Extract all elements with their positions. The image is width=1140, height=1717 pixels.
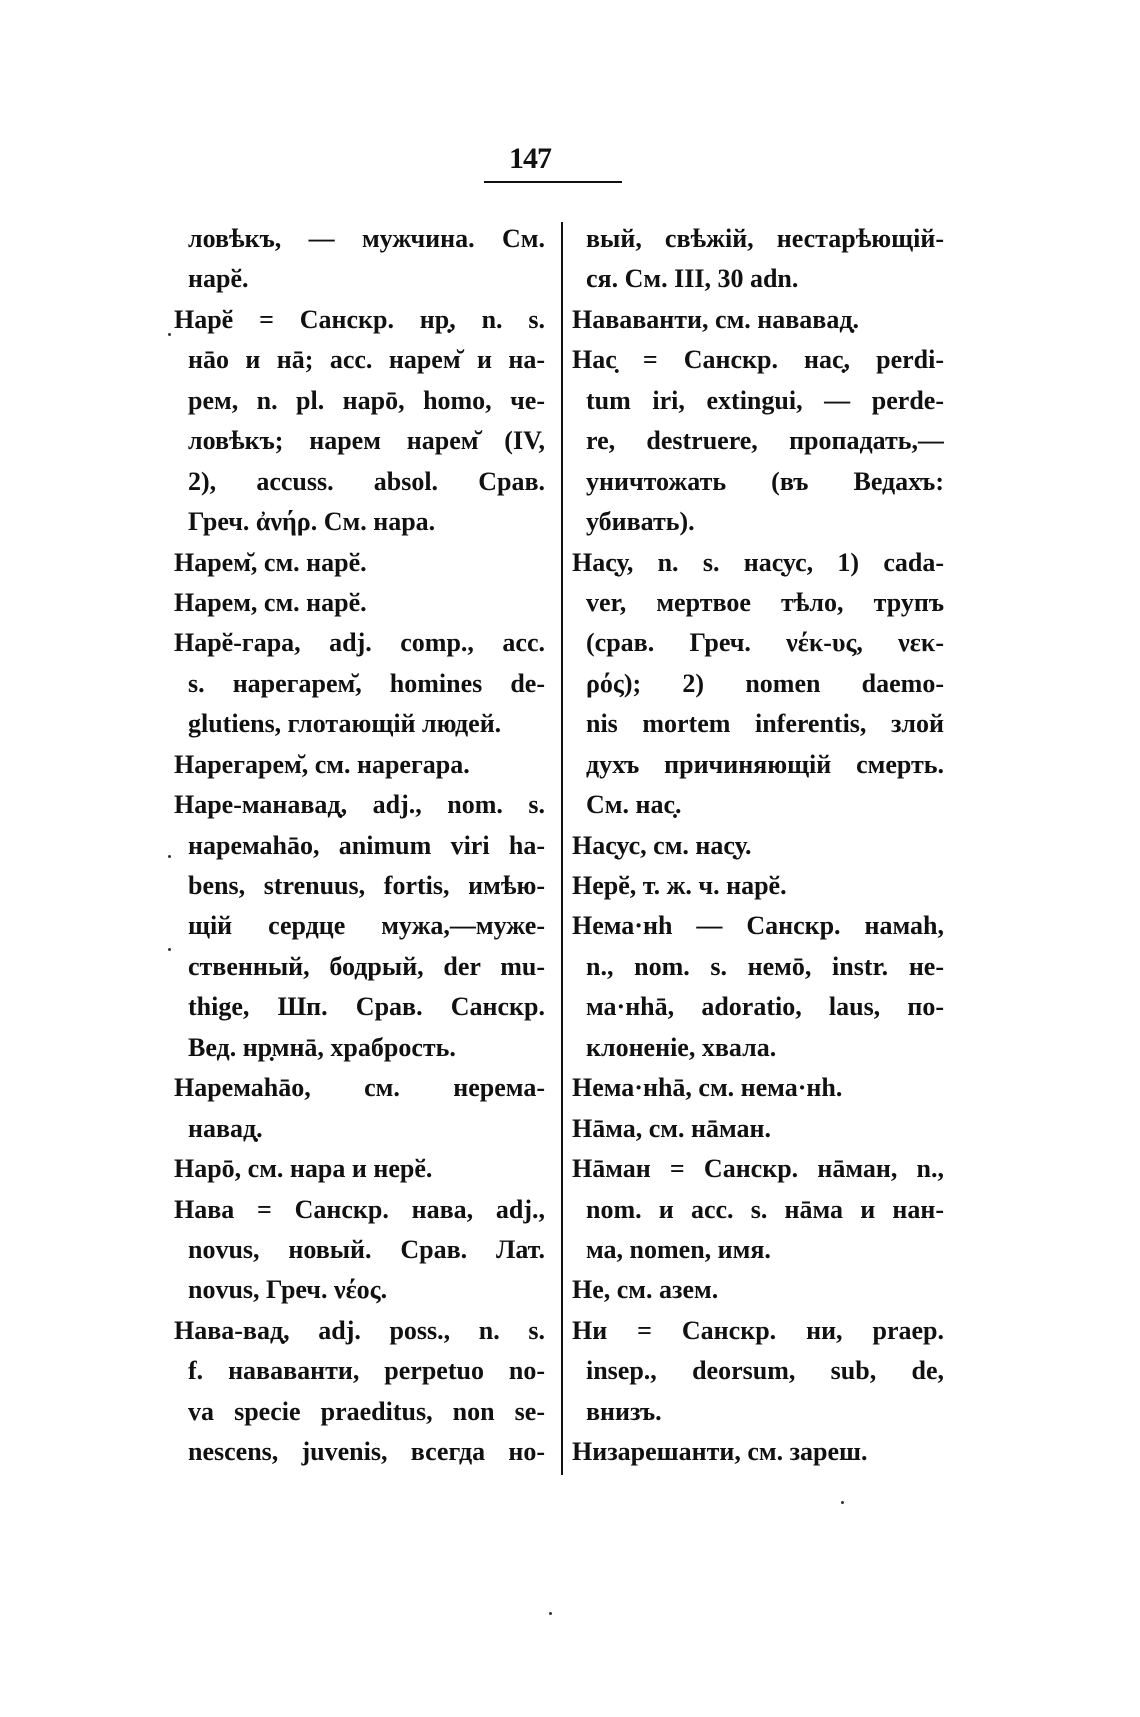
text-line: Вед. нр̣мнā, храбрость. bbox=[188, 1032, 456, 1062]
text-line: клоненіе, хвала. bbox=[586, 1032, 777, 1062]
text-line: рем, n. pl. нарō, homo, че- bbox=[188, 385, 545, 415]
text-line: va specie praeditus, non se- bbox=[188, 1396, 545, 1426]
text-line: См. нас̣. bbox=[586, 790, 682, 820]
text-line: ма·нhā, adoratio, laus, по- bbox=[586, 992, 944, 1022]
text-line: Низарешанти, см. зареш. bbox=[572, 1437, 868, 1467]
text-line: nis mortem inferentis, злой bbox=[586, 709, 944, 739]
print-speck bbox=[549, 1612, 552, 1615]
text-line: insep., deorsum, sub, de, bbox=[586, 1356, 944, 1386]
text-line: Не, см. азем. bbox=[572, 1275, 719, 1305]
text-line: ся. См. III, 30 adn. bbox=[586, 264, 799, 294]
print-speck bbox=[168, 855, 171, 858]
text-line: уничтожать (въ Ведахъ: bbox=[586, 466, 944, 496]
text-line: ver, мертвое тѣло, трупъ bbox=[586, 587, 944, 617]
right-column bbox=[572, 219, 944, 1473]
text-line: nom. и acc. s. нāма и нан- bbox=[586, 1194, 944, 1224]
text-line: ловѣкъ; нарем нарем̆ (IV, bbox=[188, 426, 545, 456]
text-line: Нарӗ = Санскр. нр̣, n. s. bbox=[174, 304, 545, 334]
text-line: ственный, бодрый, der mu- bbox=[188, 951, 545, 981]
text-line: s. нарегарем̆, homines de- bbox=[188, 668, 545, 698]
text-line: ма, nomen, имя. bbox=[586, 1234, 771, 1264]
text-line: ловѣкъ, — мужчина. См. bbox=[188, 224, 545, 253]
text-line: Греч. ἀνήρ. См. нара. bbox=[188, 507, 436, 537]
text-line: Нарем, см. нарӗ. bbox=[174, 587, 367, 617]
print-speck bbox=[841, 1501, 844, 1504]
text-line: glutiens, глотающій людей. bbox=[188, 709, 502, 739]
text-line: ρός); 2) nomen daemo- bbox=[586, 668, 944, 698]
text-line: Нававанти, см. нававад̣. bbox=[572, 304, 860, 334]
text-line: Нарӗ-гара, adj. comp., acc. bbox=[174, 628, 545, 658]
text-line: tum iri, extingui, — perde- bbox=[586, 385, 944, 415]
page-number: 147 bbox=[509, 142, 551, 175]
text-line: novus, новый. Срав. Лат. bbox=[188, 1234, 545, 1264]
text-line: nescens, juvenis, всегда но- bbox=[188, 1437, 545, 1467]
text-line: Нāман = Санскр. нāман, n., bbox=[572, 1154, 944, 1184]
text-line: 2), accuss. absol. Срав. bbox=[188, 466, 545, 496]
text-line: Нерӗ, т. ж. ч. нарӗ. bbox=[572, 871, 787, 900]
text-line: Нāма, см. нāман. bbox=[572, 1113, 771, 1143]
text-line: внизъ. bbox=[586, 1396, 662, 1426]
text-line: (срав. Греч. νέκ-υς, νεκ- bbox=[586, 628, 944, 658]
print-speck bbox=[168, 948, 171, 951]
text-line: Нава-вад̣, adj. poss., n. s. bbox=[174, 1315, 545, 1345]
text-line: навад̣. bbox=[188, 1113, 263, 1143]
text-line: Ни = Санскр. ни, praep. bbox=[572, 1315, 944, 1345]
text-line: Нас̣у, n. s. нас̣ус, 1) cada- bbox=[572, 547, 944, 577]
text-line: щій сердце мужа,—муже- bbox=[188, 911, 545, 941]
text-line: Наре-манавад̣, adj., nom. s. bbox=[174, 790, 545, 820]
text-line: убивать). bbox=[586, 507, 695, 537]
text-line: Нема·нhā, см. нема·нh. bbox=[572, 1073, 843, 1103]
text-line: re, destruere, пропадать,— bbox=[586, 426, 944, 456]
text-line: нарӗ. bbox=[188, 264, 249, 294]
text-line: Нарегарем̆, см. нарегара. bbox=[174, 749, 470, 779]
text-line: f. нававанти, perpetuo no- bbox=[188, 1356, 545, 1386]
page-number-rule bbox=[484, 181, 622, 183]
left-column bbox=[174, 219, 545, 1473]
text-line: вый, свѣжій, нестарѣющій- bbox=[586, 224, 944, 253]
text-line: novus, Греч. νέος. bbox=[188, 1275, 388, 1305]
text-line: нāо и нā; acc. нарем̆ и на- bbox=[188, 345, 545, 375]
text-line: n., nom. s. немō, instr. не- bbox=[586, 951, 944, 981]
column-divider bbox=[561, 222, 563, 1475]
print-speck bbox=[168, 333, 171, 336]
text-line: Нарō, см. нара и нерӗ. bbox=[174, 1154, 433, 1184]
text-line: Нас̣ус, см. нас̣у. bbox=[572, 830, 752, 860]
text-line: наремаhāо, animum viri ha- bbox=[188, 830, 545, 860]
text-line: thige, Шп. Срав. Санскр. bbox=[188, 992, 545, 1022]
text-line: Нава = Санскр. нава, adj., bbox=[174, 1194, 545, 1224]
text-line: духъ причиняющій смерть. bbox=[586, 749, 944, 779]
text-line: Наремаhāо, см. нерема- bbox=[174, 1073, 545, 1103]
text-line: Нас̣ = Санскр. нас̣, perdi- bbox=[572, 345, 944, 375]
text-line: bens, strenuus, fortis, имѣю- bbox=[188, 871, 545, 900]
text-line: Нарем̆, см. нарӗ. bbox=[174, 547, 367, 577]
text-line: Нема·нh — Санскр. намаh, bbox=[572, 911, 944, 941]
